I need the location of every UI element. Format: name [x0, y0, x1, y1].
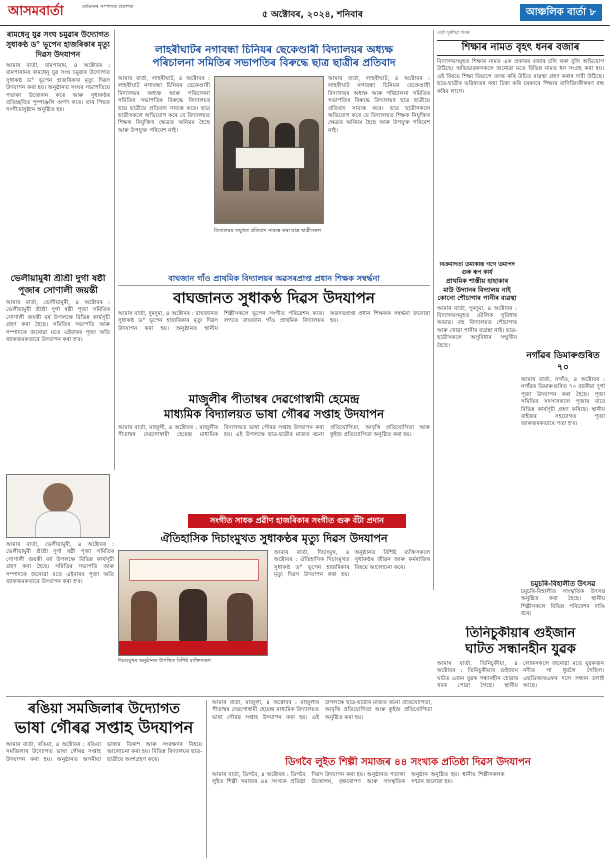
story-dimarukuri	[521, 350, 605, 574]
newspaper-logo	[8, 2, 64, 23]
story-headline: চমুচৰি-বিহালীত উৎসৱ	[530, 580, 596, 588]
story-majuli	[118, 392, 430, 508]
story-headline: ভেলীয়ামুৰী শ্ৰীশ্ৰী দুৰ্গা ষষ্ঠী পূজাৰ সোণালী জয়ন্তী	[10, 274, 106, 296]
story-body: আমাৰ বাৰ্তা, লাহৰীঘাট, ৪ অক্টোবৰ : লাহৰীঘাট নগাবন্ধা চিনিয়ৰ ছেকেণ্ডাৰী বিদ্যালয়ৰ অধ্যক্ষ আৰু পৰিচালনা সমিতিৰ সভাপতিৰ বিৰুদ্ধে বিদ্যালয়ৰ ছাত্ৰ ছাত্ৰীয়ে প্ৰতিবাদ সাব্যস্ত কৰে। ছাত্ৰ ছাত্ৰীসকলে অভিযোগ কৰে যে বিদ্যালয়ত শিক্ষক নিযুক্তিৰ ক্ষেত্ৰত অনিয়ম হৈছে আৰু উপযুক্ত পৰিবেশ নাই।	[118, 76, 210, 134]
story-body: আমাৰ বাৰ্তা, দুমদুমা, ৪ অক্টোবৰ : বিদ্যালয়সমূহত মৌলিক সুবিধাৰ অভাৱ। বহু বিদ্যালয়ত শৌচাগাৰ আৰু খোৱা পানীৰ ব্যৱস্থা নাই। ছাত্ৰ-ছাত্ৰীসকলে অসুবিধাৰ সন্মুখীন হৈছে।	[437, 305, 517, 349]
story-headline-line2: ভাষা গৌৰৱ সপ্তাহ উদযাপন	[14, 718, 194, 737]
story-body: আমাৰ বাৰ্তা, দুমদুমা, ৪ অক্টোবৰ : বাঘজানত সুধাকণ্ঠ ড° ভূপেন হাজৰিকাৰ মৃত্যু দিৱস উদযাপন কৰা হয়। অনুষ্ঠানত স্থানীয় শিল্পীসকলে ভূপেন সংগীত পৰিৱেশন কৰে। লগতে বাঘজান গাঁও প্ৰাথমিক বিদ্যালয়ৰ অৱসৰপ্ৰাপ্ত প্ৰধান শিক্ষকক সম্বৰ্দ্ধনা জনোৱা হয়।	[118, 311, 430, 332]
story-headline-line2: ঘাটত সন্ধানহীন যুৱক	[465, 642, 576, 657]
story-body: আমাৰ বাৰ্তা, ৰঙিয়া, ৪ অক্টোবৰ : ৰঙিয়া সমজিলাৰ উদ্যোগত ভাষা গৌৰৱ সপ্তাহ উদযাপন কৰা হয়। অনুষ্ঠানত অসমীয়া ভাষাৰ বিকাশ আৰু সংৰক্ষণৰ বিষয়ে আলোচনা কৰা হয়। বিভিন্ন বিদ্যালয়ৰ ছাত্ৰ-ছাত্ৰীয়ে অংশগ্ৰহণ কৰে।	[6, 742, 202, 763]
story-headline: বাঘজানত সুধাকণ্ঠ দিৱস উদযাপন	[173, 289, 375, 307]
story-tinsukia	[437, 626, 604, 752]
story-headline: নগাঁৱৰ ডিমাৰুগুৰিত ৭০	[526, 351, 600, 373]
story-headline-line2: প্ৰাথমিক শাস্তীয় হাহাকাৰ	[445, 277, 509, 285]
story-body: আমাৰ বাৰ্তা, বামপাৰাম, ৪ অক্টোবৰ : বামপাৰামৰ ৰামধেনু যুৱ সংঘ চমুৱাৰ উদ্যোগত সুধাকণ্ঠ ড° ভূপেন হাজৰিকাৰ মৃত্যু দিৱস উদযাপন কৰা হয়। অনুষ্ঠানত সংঘৰ সভাপতিয়ে পতাকা উত্তোলন কৰে আৰু সুধাকণ্ঠৰ প্ৰতিচ্ছবিত পুষ্পাঞ্জলি অৰ্পণ কৰে। তাৰ পিছত সংগীতানুষ্ঠান অনুষ্ঠিত হয়।	[6, 63, 110, 114]
story-education-market	[437, 30, 604, 260]
story-headline-line3: মাউ উদ্যানৰ বিদ্যালয় নাই কোনো শৌচাগাৰ পানীৰ ব্যৱস্থা	[437, 285, 517, 302]
photo-caption: বিদ্যালয়ৰ সন্মুখত প্ৰতিবাদ সাব্যস্ত কৰা ছাত্ৰ ছাত্ৰীসকল	[214, 228, 322, 234]
story-headline-line1: লাহৰীঘাটৰ নগাবন্ধা চিনিযৰ ছেকেণ্ডাৰী বিদ্যালয়ৰ অধ্যক্ষ	[155, 44, 393, 56]
story-ramdhenu	[6, 30, 110, 270]
story-middle-lower	[212, 700, 432, 752]
section-label: আঞ্চলিক বাৰ্তা ৮	[520, 4, 602, 21]
story-body: আমাৰ বাৰ্তা, ডিগবৈ, ৪ অক্টোবৰ : ডিগবৈ লুইত শিল্পী সমাজৰ ৪৪ সংখ্যক প্ৰতিষ্ঠা দিৱস উদযাপন কৰা হয়। অনুষ্ঠানত পতাকা উত্তোলন, বৃক্ষৰোপণ আৰু সাংস্কৃতিক অনুষ্ঠান অনুষ্ঠিত হয়। স্থানীয় শিল্পীসকলক সন্মান জনোৱা হয়।	[212, 772, 505, 786]
story-chamuchari	[521, 580, 605, 620]
story-dishangmukh	[118, 532, 430, 672]
band-retired-headmaster: বাঘজান গাঁও প্ৰাথমিক বিদ্যালয়ৰ অৱসৰপ্ৰাপ্ত প্ৰধান শিক্ষক সম্বৰ্দ্ধনা	[118, 272, 430, 286]
section-rule	[6, 696, 604, 697]
logo-part-b: বার্তা	[38, 4, 64, 19]
story-headline-line1: তিনিচুকীয়াৰ গুইজান	[465, 626, 576, 641]
story-headline: ডিগবৈ লুইত শিল্পী সমাজৰ ৪৪ সংখ্যক প্ৰতিষ্ঠা দিৱস উদযাপন	[285, 757, 531, 768]
story-body: আমাৰ বাৰ্তা, ভেলীয়ামুৰী, ৪ অক্টোবৰ : ভেলীয়ামুৰী শ্ৰীশ্ৰী দুৰ্গা ষষ্ঠী পূজা সমিতিৰ সোণালী জয়ন্তী বৰ্ষ উপলক্ষে বিভিন্ন কাৰ্যসূচী গ্ৰহণ কৰা হৈছে। সমিতিৰ সভাপতি আৰু সম্পাদকে জনোৱা মতে এইবাৰৰ পূজা অতি জাকজমকতাৰে উদযাপন কৰা হ'ব।	[6, 300, 110, 344]
story-headline: ঐতিহাসিক দিচাংমুখত সুধাকণ্ঠৰ মৃত্যু দিৱস উদযাপন	[160, 532, 388, 545]
story-lahorighat	[118, 44, 430, 270]
story-body: আমাৰ বাৰ্তা, নগাঁও, ৪ অক্টোবৰ : নগাঁৱৰ ডিমাৰুগুৰিত ৭০ বছৰীয়া দুৰ্গা পূজা উদযাপন কৰা হৈছে। পূজা সমিতিৰ সদস্যসকলে পূজাৰ বাবে বিভিন্ন কাৰ্যসূচী গ্ৰহণ কৰিছে। স্থানীয় ৰাইজৰ সহযোগত পূজা জাকজমকতাৰে পতা হ'ব।	[521, 377, 605, 428]
story-headline-line2: পৰিচালনা সমিতিৰ সভাপতিৰ বিৰুদ্ধে ছাত্ৰ ছাত্ৰীৰ প্ৰতিবাদ	[152, 57, 396, 69]
story-left-lower	[6, 474, 114, 694]
story-rangia	[6, 700, 202, 858]
story-bheliyamuri	[6, 274, 110, 470]
story-body: আমাৰ বাৰ্তা, তিনিচুকীয়া, ৪ অক্টোবৰ : তিনিচুকীয়াৰ গুইজান ঘাটত এজন যুৱক সন্ধানহীন হোৱাৰ খবৰ পোৱা গৈছে। স্থানীয় লোকসকলে জনোৱা মতে যুৱকজন নদীত গা ধুবলৈ গৈছিল। এছডিআৰএফৰ দলে সন্ধান চলাই আছে।	[437, 661, 604, 690]
story-headline-line2: মাধ্যমিক বিদ্যালয়ত ভাষা গৌৰৱ সপ্তাহ উদযাপন	[164, 407, 384, 421]
story-body: আমাৰ বাৰ্তা, মাজুলী, ৪ অক্টোবৰ : মাজুলীৰ পীতাম্বৰ দেৱগোস্বামী হেমেন্দ্ৰ মাধ্যমিক বিদ্যালয়ত ভাষা গৌৰৱ সপ্তাহ উদযাপন কৰা হয়। এই উপলক্ষে ছাত্ৰ-ছাত্ৰীৰ মাজত ৰচনা প্ৰতিযোগিতা, আবৃত্তি প্ৰতিযোগিতা আৰু কুইজ প্ৰতিযোগিতা অনুষ্ঠিত কৰা হয়।	[118, 425, 430, 439]
story-body: আমাৰ বাৰ্তা, মাজুলী, ৪ অক্টোবৰ : মাজুলীৰ পীতাম্বৰ দেৱগোস্বামী হেমেন্দ্ৰ মাধ্যমিক বিদ্যালয়ত ভাষা গৌৰৱ সপ্তাহ উদযাপন কৰা হয়। এই উপলক্ষে ছাত্ৰ-ছাত্ৰীৰ মাজত ৰচনা প্ৰতিযোগিতা, আবৃত্তি প্ৰতিযোগিতা আৰু কুইজ প্ৰতিযোগিতা অনুষ্ঠিত কৰা হয়।	[212, 700, 432, 721]
story-headline-line1: বিক্ৰমদিত্য উমাকান্ত গগৈ উমাপদ গুৰু ৰূপ কাৰ্য	[439, 262, 515, 276]
story-body-continued: আমাৰ বাৰ্তা, লাহৰীঘাট, ৪ অক্টোবৰ : লাহৰীঘাট নগাবন্ধা চিনিয়ৰ ছেকেণ্ডাৰী বিদ্যালয়ৰ অধ্যক্ষ আৰু পৰিচালনা সমিতিৰ সভাপতিৰ বিৰুদ্ধে বিদ্যালয়ৰ ছাত্ৰ ছাত্ৰীয়ে প্ৰতিবাদ সাব্যস্ত কৰে। ছাত্ৰ ছাত্ৰীসকলে অভিযোগ কৰে যে বিদ্যালয়ত শিক্ষক নিযুক্তিৰ ক্ষেত্ৰত অনিয়ম হৈছে আৰু উপযুক্ত পৰিবেশ নাই।	[328, 76, 430, 134]
column-rule	[114, 30, 115, 470]
ceremony-photo	[118, 550, 268, 656]
story-body: আমাৰ বাৰ্তা, ভেলীয়ামুৰী, ৪ অক্টোবৰ : ভেলীয়ামুৰী শ্ৰীশ্ৰী দুৰ্গা ষষ্ঠী পূজা সমিতিৰ সোণালী জয়ন্তী বৰ্ষ উপলক্ষে বিভিন্ন কাৰ্যসূচী গ্ৰহণ কৰা হৈছে। সমিতিৰ সভাপতি আৰু সম্পাদকে জনোৱা মতে এইবাৰৰ পূজা অতি জাকজমকতাৰে উদযাপন কৰা হ'ব।	[6, 542, 114, 586]
protest-photo	[214, 76, 324, 224]
column-rule	[206, 700, 207, 858]
story-headline: শিক্ষাৰ নামত বৃহৎ ধনৰ বজাৰ	[437, 40, 604, 56]
story-baghjan	[118, 288, 430, 386]
logo-part-a: আসম	[8, 4, 39, 19]
column-rule	[433, 30, 434, 590]
portrait-photo	[6, 474, 110, 538]
masthead	[0, 0, 610, 26]
story-headline-line1: মাজুলীৰ পীতাম্বৰ দেৱগোস্বামী হেমেন্দ্ৰ	[188, 392, 360, 406]
story-body: বিদ্যালয়সমূহত শিক্ষাৰ নামত এক প্ৰকাৰৰ বজাৰ চলি থকা বুলি অভিযোগ উঠিছে। অভিভাৱকসকলে জনোৱা মতে বিভিন্ন নামত ধন সংগ্ৰহ কৰা হয়। এই বিষয়ে শিক্ষা বিভাগে তদন্ত কৰি উচিত ব্যৱস্থা গ্ৰহণ কৰাৰ দাবী উঠিছে। ছাত্ৰ-ছাত্ৰীৰ ভৱিষ্যতৰ কথা চিন্তা কৰি চৰকাৰে শিক্ষাৰ বাণিজ্যিকীকৰণ বন্ধ কৰিব লাগে।	[437, 59, 604, 95]
story-headline: ৰামধেনু যুৱ সংঘ চমুৱাৰ উদ্যোগত সুধাকণ্ঠ ড° ভূপেন হাজৰিকাৰ মৃত্যু দিৱস উদযাপন	[6, 30, 110, 59]
story-body: চমুচৰি-বিহালীত সাংস্কৃতিক উৎসৱ অনুষ্ঠিত কৰা হৈছে। স্থানীয় শিল্পীসকলে বিভিন্ন পৰিবেশন দাঙি ধৰে।	[521, 589, 605, 618]
issue-date: ৫ অক্টোবৰ, ২০২৪, শনিবাৰ	[262, 10, 363, 20]
story-headline-line1: ৰঙিয়া সমজিলাৰ উদ্যোগত	[28, 701, 180, 717]
masthead-small-text: বৰ্তমানৰ সম্পাদক প্ৰকাশক	[82, 4, 134, 10]
story-body: আমাৰ বাৰ্তা, দিচাংমুখ, ৪ অক্টোবৰ : ঐতিহাসিক দিচাংমুখত সুধাকণ্ঠ ড° ভূপেন হাজৰিকাৰ মৃত্যু দিৱস উদযাপন কৰা হয়। অনুষ্ঠানত বিশিষ্ট ব্যক্তিসকলে সুধাকণ্ঠৰ জীৱন আৰু কৰ্মৰাজিৰ বিষয়ে আলোচনা কৰে।	[274, 550, 430, 579]
story-label: এটা সুকীয়া খবৰ	[437, 30, 470, 36]
story-digboi	[212, 756, 604, 858]
band-music-award: সংগীত সাধক প্ৰৱীণ হাজৰিকাৰ সংগীত গুৰু বঁটা প্ৰদান	[188, 514, 406, 528]
story-school-facilities	[437, 262, 517, 472]
photo-caption: দিচাংমুখৰ অনুষ্ঠানত উপস্থিত বিশিষ্ট ব্যক্তিসকল	[118, 658, 211, 664]
